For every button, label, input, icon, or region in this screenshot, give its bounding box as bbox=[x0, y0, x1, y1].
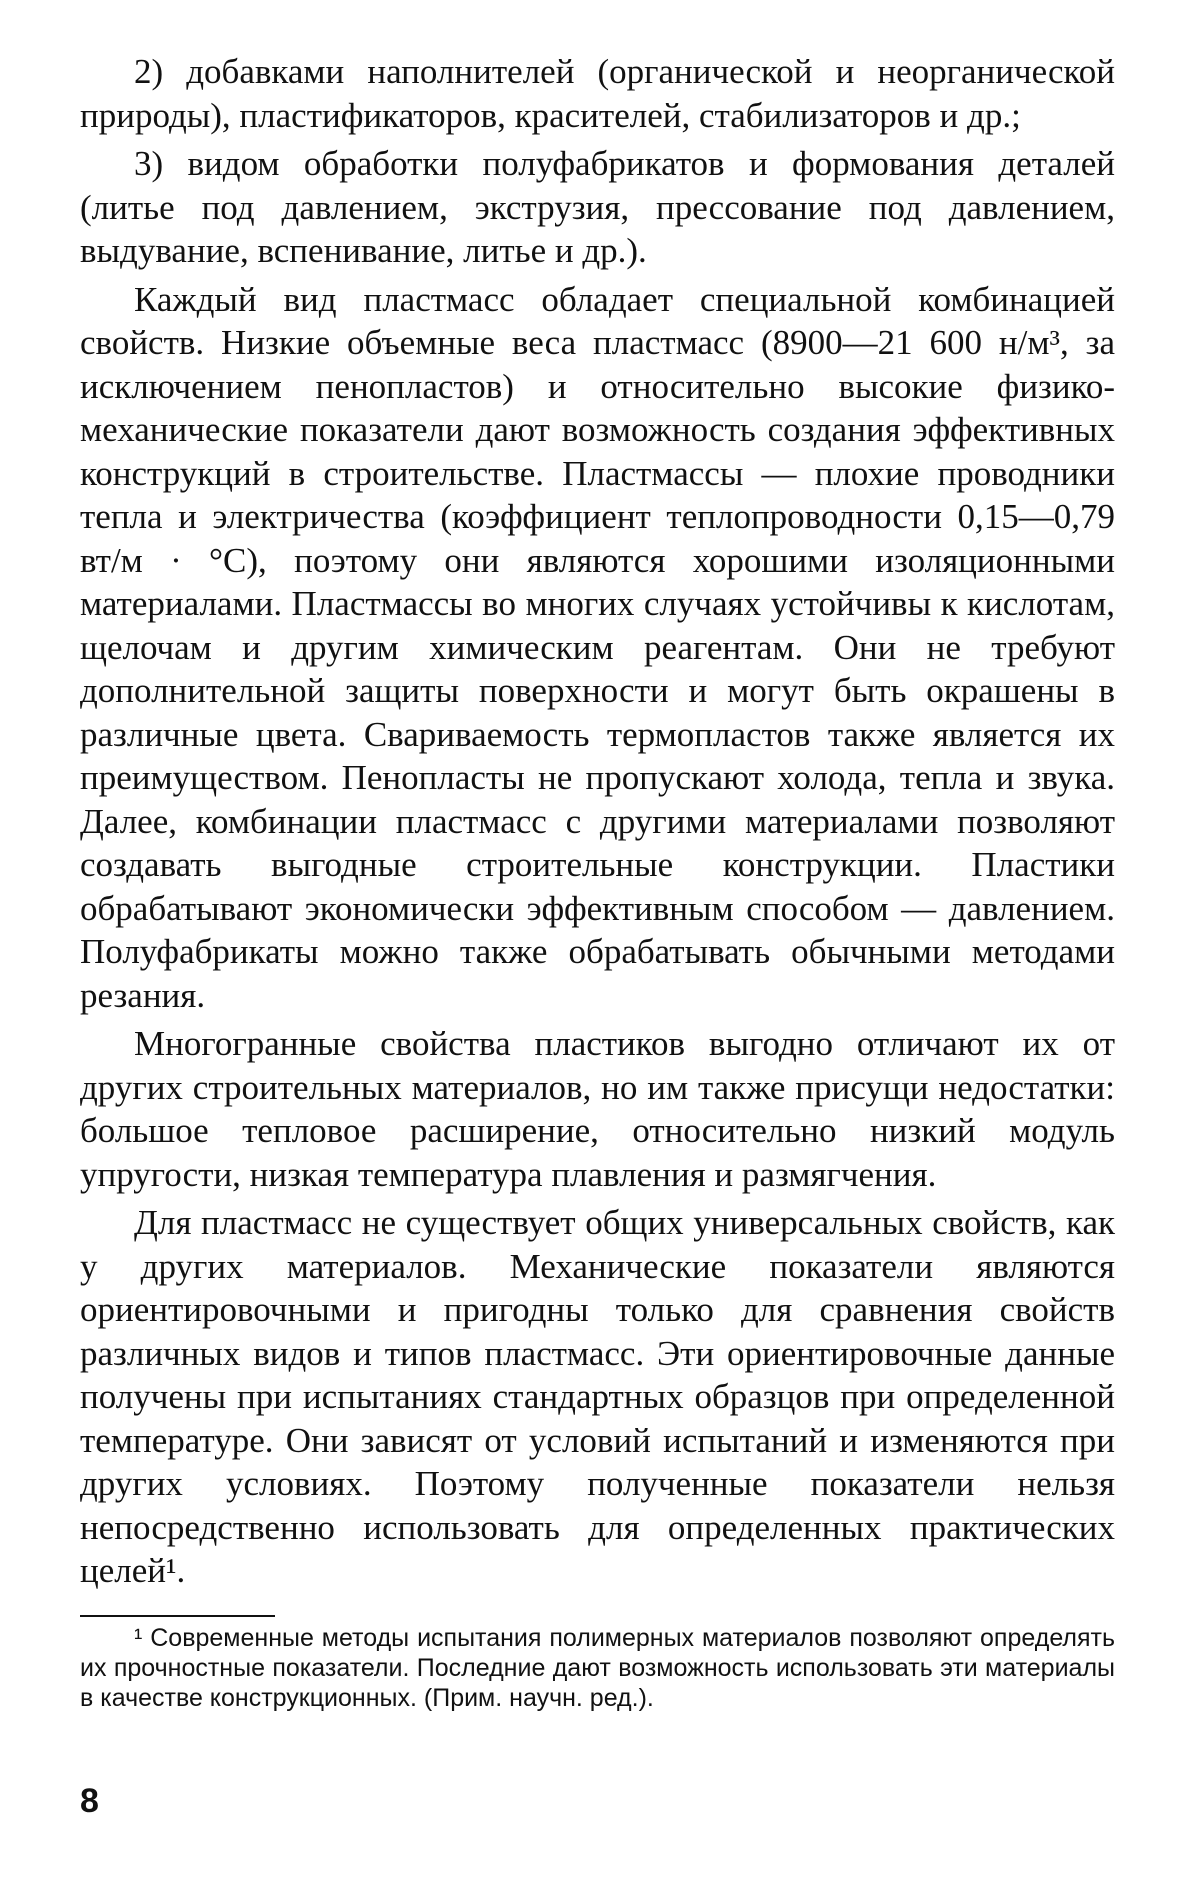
footnote: ¹ Современные методы испытания полимерных материалов позволяют определять их прочностные показатели. Последние дают возможность использовать эти материалы в качестве конструкционных. (Прим. научн. ред.). bbox=[80, 1623, 1115, 1712]
paragraph-universal-properties: Для пластмасс не существует общих универсальных свойств, как у других материалов. Механические показатели являются ориентировочными и пригодны только для сравнения свойств различных видов и типов пластмасс. Эти ориентировочные данные получены при испытаниях стандартных образцов при определенной температуре. Они зависят от условий испытаний и изменяются при других условиях. Поэтому полученные показатели нельзя непосредственно использовать для определенных практических целей¹. bbox=[80, 1203, 1115, 1590]
paragraph-properties: Каждый вид пластмасс обладает специальной комбинацией свойств. Низкие объемные веса пластмасс (8900—21 600 н/м³, за исключением пенопластов) и относительно высокие физико-механические показатели дают возможность создания эффективных конструкций в строительстве. Пластмассы — плохие проводники тепла и электричества (коэффициент теплопроводности 0,15—0,79 вт/м · °С), поэтому они являются хорошими изоляционными материалами. Пластмассы во многих случаях устойчивы к кислотам, щелочам и другим химическим реагентам. Они не требуют дополнительной защиты поверхности и могут быть окрашены в различные цвета. Свариваемость термопластов также является их преимуществом. Пенопласты не пропускают холода, тепла и звука. Далее, комбинации пластмасс с другими материалами позволяют создавать выгодные строительные конструкции. Пластики обрабатывают экономически эффективным способом — давлением. Полуфабрикаты можно также обрабатывать обычными методами резания. bbox=[80, 279, 1115, 1015]
list-item-3: 3) видом обработки полуфабрикатов и формования деталей (литье под давлением, экструзия, прессование под давлением, выдувание, вспенивание, литье и др.). bbox=[80, 144, 1115, 270]
page-number: 8 bbox=[80, 1782, 99, 1820]
body-text bbox=[80, 50, 1115, 1593]
book-page bbox=[80, 50, 1115, 1850]
list-item-2: 2) добавками наполнителей (органической и неорганической природы), пластификаторов, красителей, стабилизаторов и др.; bbox=[80, 52, 1115, 135]
paragraph-drawbacks: Многогранные свойства пластиков выгодно отличают их от других строительных материалов, но им также присущи недостатки: большое тепловое расширение, относительно низкий модуль упругости, низкая температура плавления и размягчения. bbox=[80, 1024, 1115, 1194]
footnote-divider bbox=[80, 1615, 275, 1617]
